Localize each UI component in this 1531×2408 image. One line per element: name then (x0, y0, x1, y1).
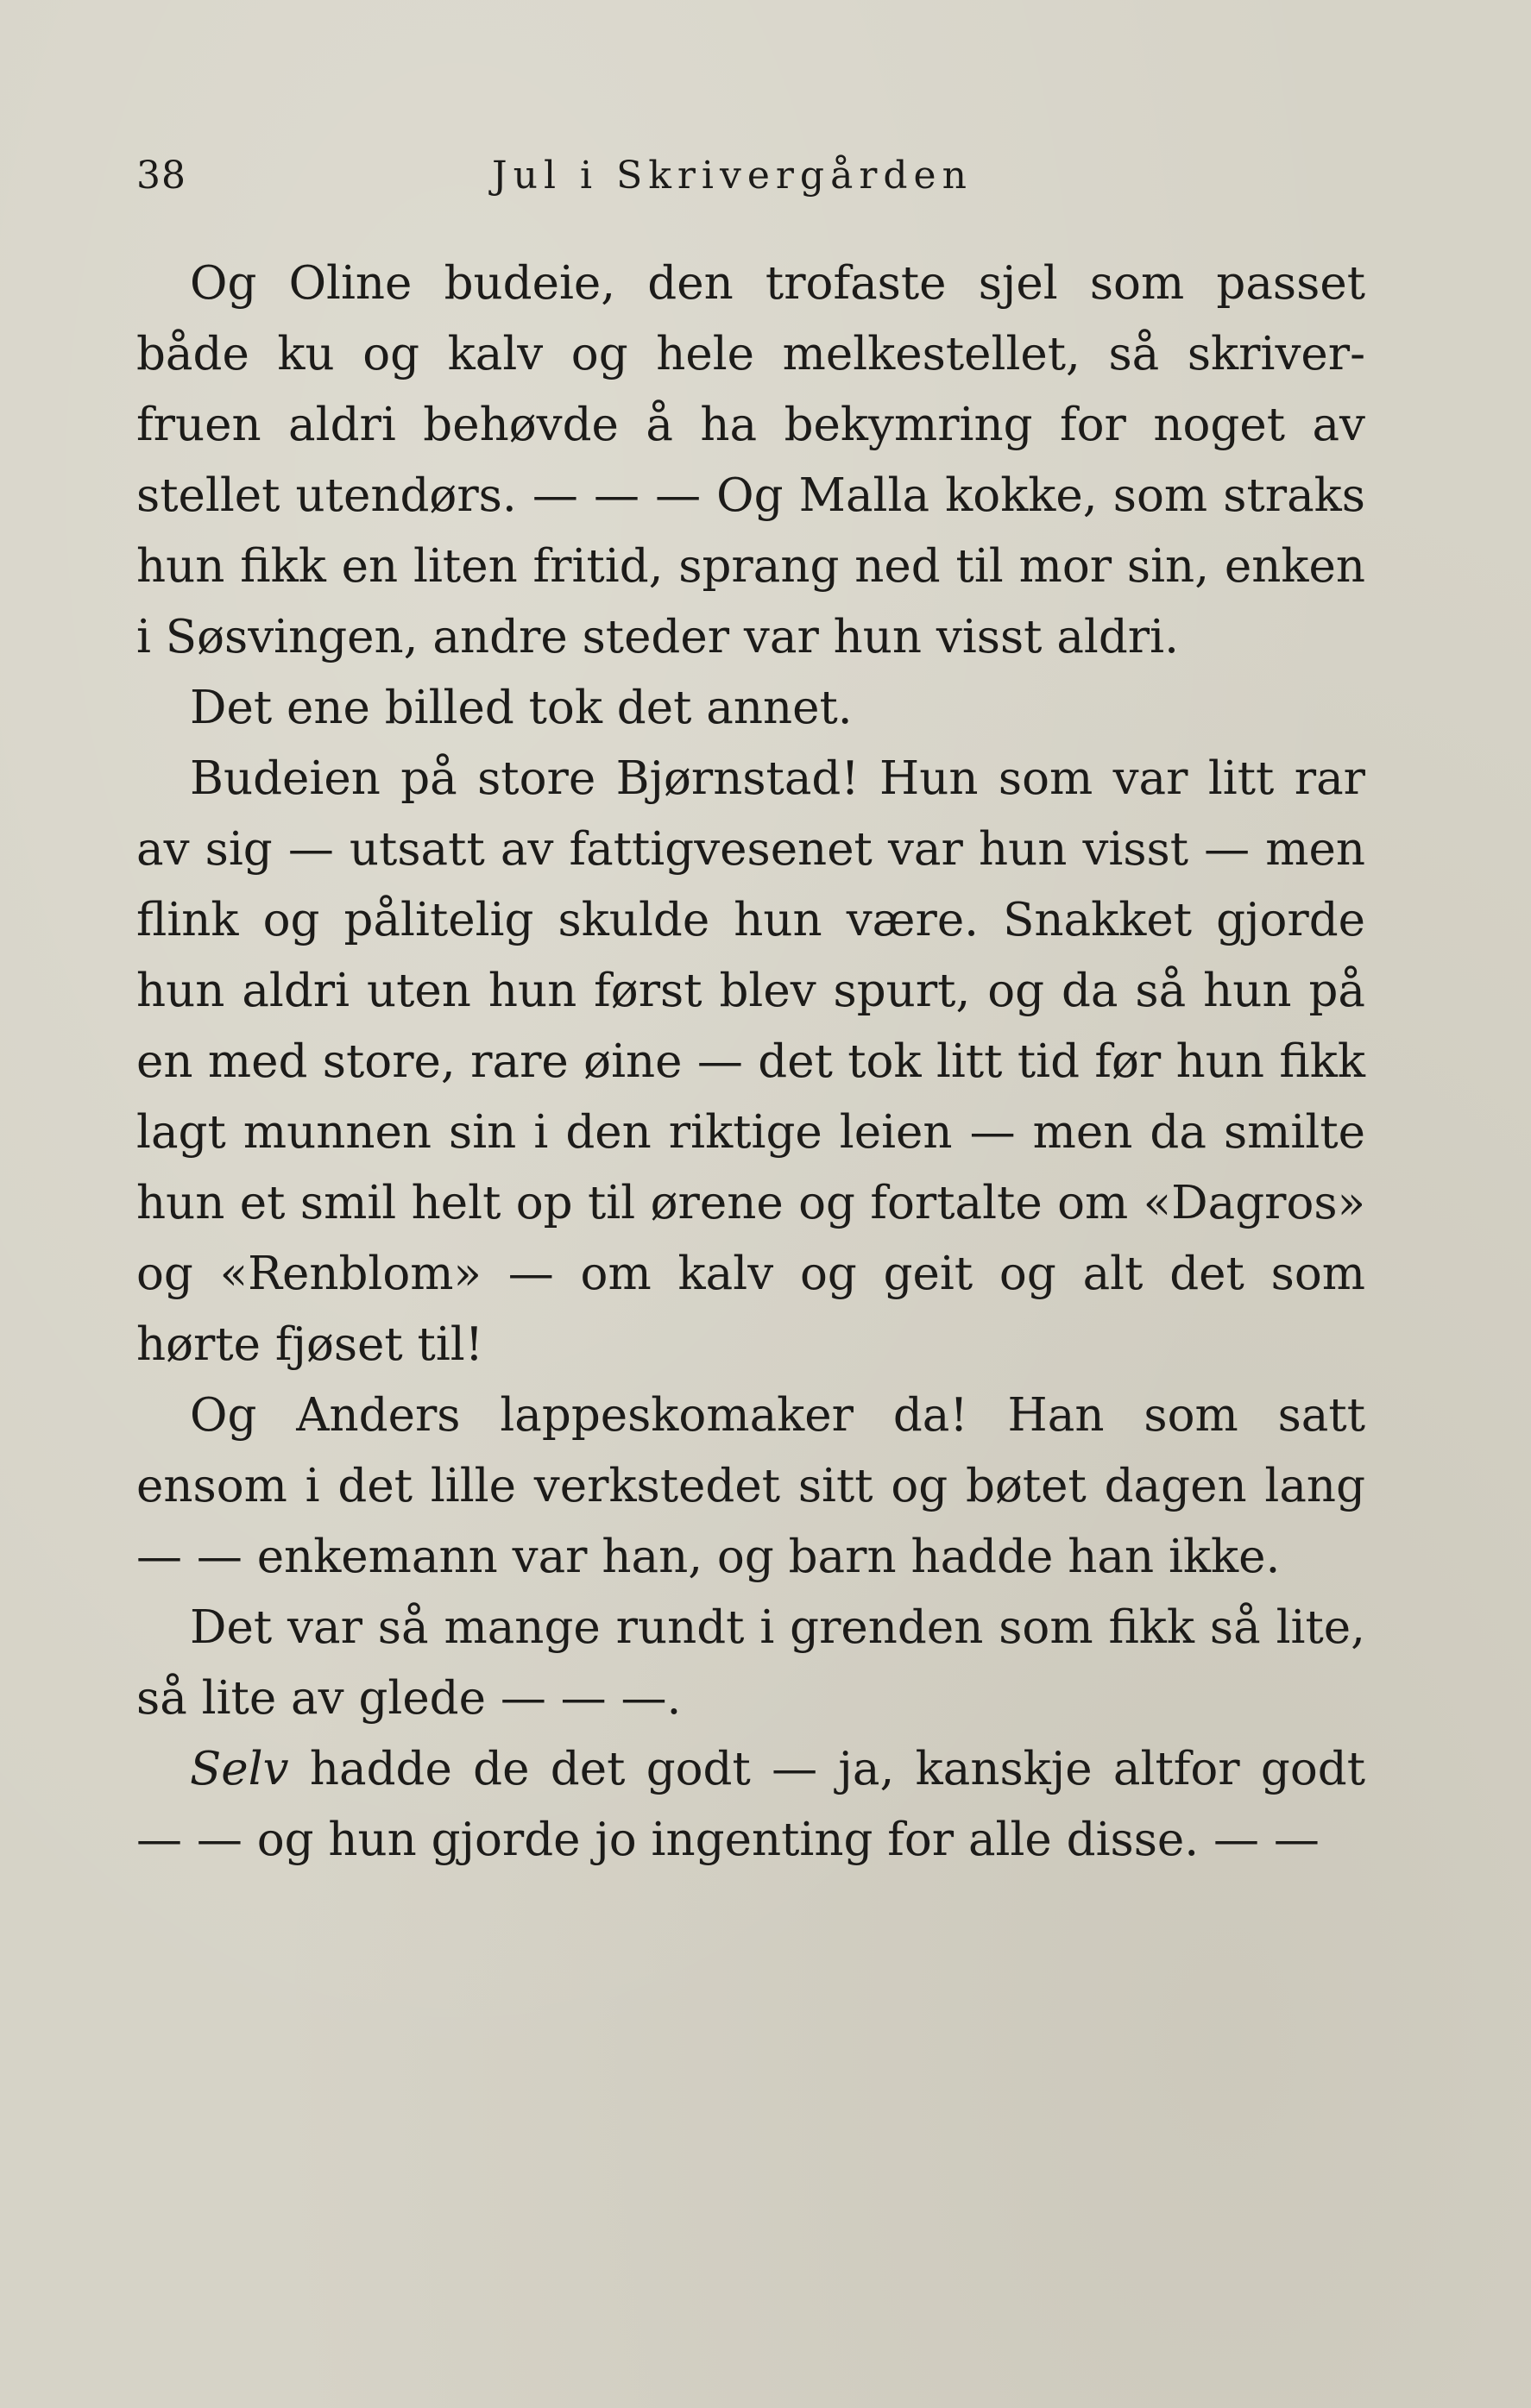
paragraph-oline: Og Oline budeie, den trofaste sjel som passet både ku og kalv og hele melkestellet, så skriver-fruen aldri behøvde å ha bekymring for noget av stellet utendørs. — — — Og Malla kokke, som straks hun fikk en liten fritid, sprang ned til mor sin, enken i Søsvingen, andre steder var hun visst aldri. (136, 257, 1365, 663)
paragraph-selv (136, 1734, 1365, 1876)
paragraph-grenden: Det var så mange rundt i grenden som fikk så lite, så lite av glede — — —. (136, 1601, 1365, 1725)
page-header (136, 154, 1370, 205)
paragraph-budeien: Budeien på store Bjørnstad! Hun som var litt rar av sig — utsatt av fattigvesenet var hun visst — men flink og pålitelig skulde hun være. Snakket gjorde hun aldri uten hun først blev spurt, og da så hun på en med store, rare øine — det tok litt tid før hun fikk lagt munnen sin i den riktige leien — men da smilte hun et smil helt op til ørene og fortalte om «Dagros» og «Renblom» — om kalv og geit og alt det som hørte fjøset til! (136, 752, 1365, 1371)
paragraph-billed: Det ene billed tok det annet. (190, 682, 853, 734)
emphasis-selv: Selv (190, 1743, 289, 1795)
page-number: 38 (136, 154, 186, 198)
running-title: Jul i Skrivergården (492, 154, 973, 198)
paragraph-anders: Og Anders lappeskomaker da! Han som satt ensom i det lille verkstedet sitt og bøtet dagen lang — — enkemann var han, og barn hadde han ikke. (136, 1389, 1365, 1583)
body-text (136, 248, 1365, 1876)
paragraph-selv-rest: hadde de det godt — ja, kanskje altfor godt — — og hun gjorde jo ingenting for alle disse. — — (136, 1743, 1365, 1866)
